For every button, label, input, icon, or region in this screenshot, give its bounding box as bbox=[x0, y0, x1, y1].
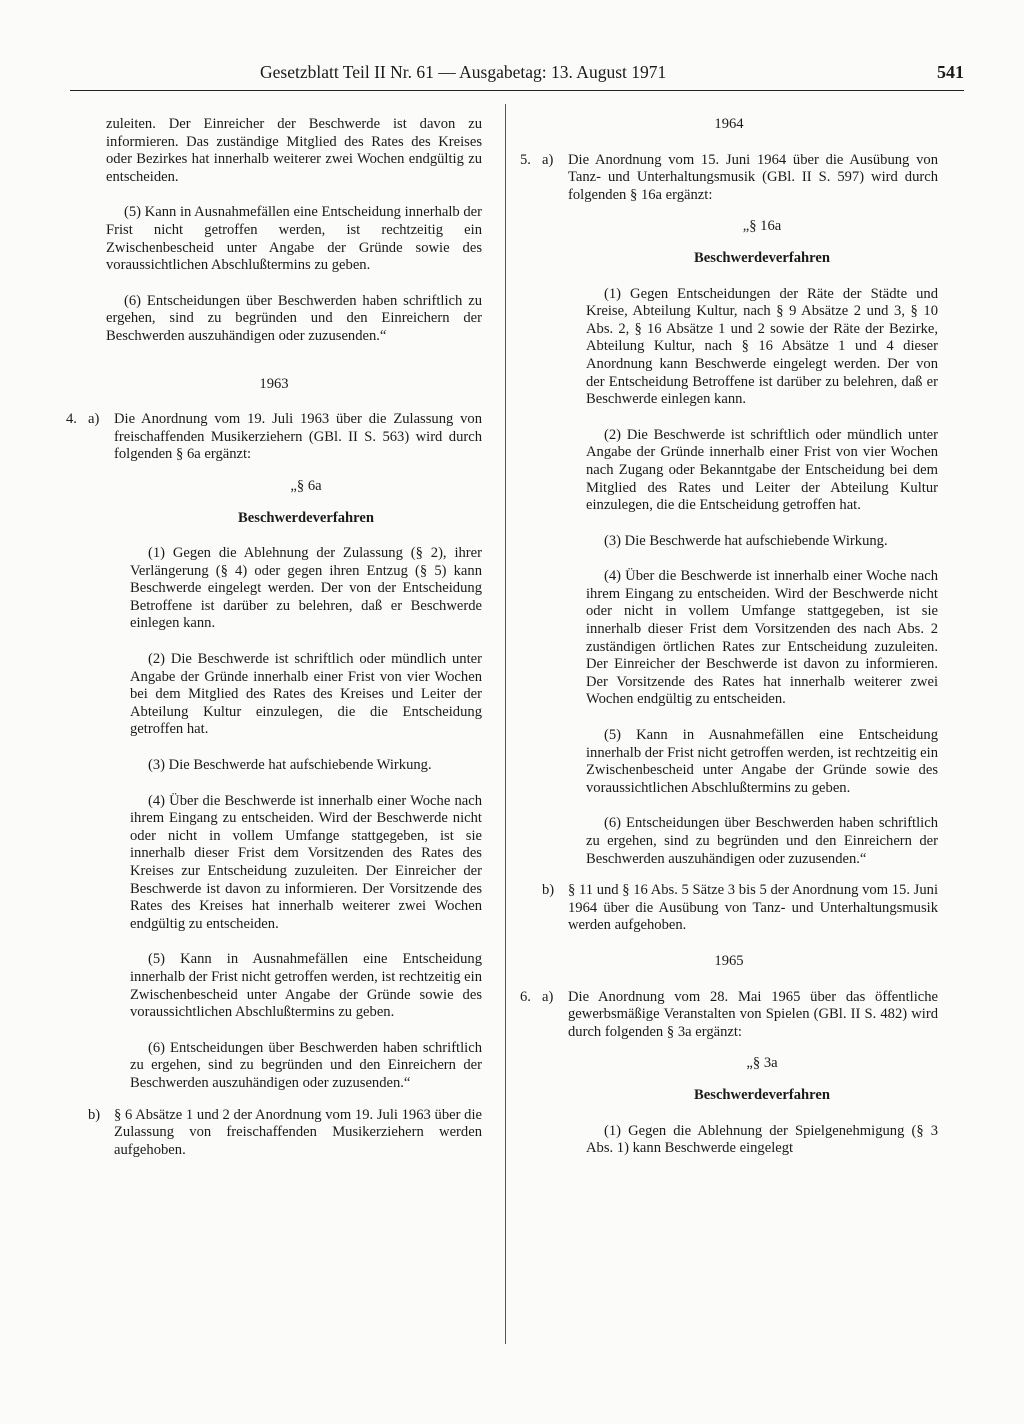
item-5-a-text: Die Anordnung vom 15. Juni 1964 über die Ausübung von Tanz- und Unterhaltungsmusik (GBl. II S. 597) wird durch folgenden § 16a ergänzt: bbox=[568, 151, 938, 203]
r2-subsection-1: (1) Gegen die Ablehnung der Spielgenehmigung (§ 3 Abs. 1) kann Beschwerde eingelegt bbox=[586, 1122, 938, 1157]
year-heading-1965: 1965 bbox=[714, 952, 744, 969]
item-6-a-text: Die Anordnung vom 28. Mai 1965 über das öffentliche gewerbsmäßige Veranstalten von Spielen (GBl. II S. 482) wird durch folgenden § 3a ergänzt: bbox=[568, 988, 938, 1040]
item-6-number: 6. bbox=[520, 988, 531, 1005]
item-5-letter-b: b) bbox=[542, 882, 555, 899]
subsection-4: (4) Über die Beschwerde ist innerhalb einer Woche nach ihrem Eingang zu entscheiden. Wird der Beschwerde nicht oder nicht in vollem Umfange stattgegeben, ist sie innerhalb dieser Frist dem Vorsitzenden des Rates des Kreises zur Entscheidung zuzuleiten. Der Einreicher der Beschwerde ist davon zu informieren. Der Vorsitzende des Rates des Kreises hat innerhalb weiterer zwei Wochen endgültig zu entscheiden. bbox=[130, 792, 482, 932]
item-5b bbox=[520, 882, 938, 935]
r-subsection-4: (4) Über die Beschwerde ist innerhalb einer Woche nach ihrem Eingang zu entscheiden. Wird der Beschwerde nicht oder nicht in vollem Umfange stattgegeben, ist sie innerhalb dieser Frist dem Vorsitzenden des nach Abs. 2 zuständigen örtlichen Rates zur Entscheidung zuzuleiten. Der Einreicher der Beschwerde ist davon zu informieren. Der Vorsitzende des Rates hat innerhalb weiterer zwei Wochen endgültig zu entscheiden. bbox=[586, 568, 938, 708]
right-column bbox=[520, 116, 938, 1158]
item-4 bbox=[66, 411, 482, 464]
item-4b bbox=[66, 1107, 482, 1160]
continued-paragraph: zuleiten. Der Einreicher der Beschwerde ist davon zu informieren. Das zuständige Mitglied des Rates des Kreises oder Bezirkes hat innerhalb weiterer zwei Wochen endgültig zu entscheiden. bbox=[106, 116, 482, 185]
left-column bbox=[66, 116, 482, 1159]
item-letter-a: a) bbox=[88, 411, 100, 428]
r-subsection-2: (2) Die Beschwerde ist schriftlich oder mündlich unter Angabe der Gründe innerhalb einer Frist von vier Wochen nach Zugang oder Bekanntgabe der Entscheidung bei dem Mitglied des Rates und Leiter der Abteilung Kultur einzulegen, die die Entscheidung getroffen hat. bbox=[586, 426, 938, 514]
item-5-number: 5. bbox=[520, 151, 531, 168]
paragraph-6: (6) Entscheidungen über Beschwerden haben schriftlich zu ergehen, sind zu begründen und den Einreichern der Beschwerden auszuhändigen oder zuzusenden.“ bbox=[106, 292, 482, 344]
subsection-6: (6) Entscheidungen über Beschwerden haben schriftlich zu ergehen, sind zu begründen und den Einreichern der Beschwerden auszuhändigen oder zuzusenden.“ bbox=[130, 1039, 482, 1091]
item-5-b-text: § 11 und § 16 Abs. 5 Sätze 3 bis 5 der Anordnung vom 15. Juni 1964 über die Ausübung von Tanz- und Unterhaltungsmusik werden aufgehoben. bbox=[568, 882, 938, 934]
subsection-2: (2) Die Beschwerde ist schriftlich oder mündlich unter Angabe der Gründe innerhalb einer Frist von vier Wochen bei dem Mitglied des Rates des Kreises und Leiter der Abteilung Kultur einzulegen, die die Entscheidung getroffen hat. bbox=[130, 651, 482, 738]
section-16a: „§ 16a bbox=[742, 218, 782, 235]
item-letter-b: b) bbox=[88, 1106, 101, 1123]
item-b-text: § 6 Absätze 1 und 2 der Anordnung vom 19. Juli 1963 über die Zulassung von freischaffenden Musikerziehern werden aufgehoben. bbox=[114, 1106, 482, 1158]
item-5 bbox=[520, 152, 938, 205]
section-number: „§ 6a bbox=[290, 477, 322, 494]
section-3a: „§ 3a bbox=[746, 1055, 778, 1072]
r-subsection-5: (5) Kann in Ausnahmefällen eine Entscheidung innerhalb der Frist nicht getroffen werden, ist rechtzeitig ein Zwischenbescheid unter Angabe der Gründe sowie des voraussichtlichen Abschlußtermins zu geben. bbox=[586, 727, 938, 796]
section-heading: Beschwerdeverfahren bbox=[238, 509, 374, 526]
r-subsection-1: (1) Gegen Entscheidungen der Räte der Städte und Kreise, Abteilung Kultur, nach § 9 Absätze 2 und 3, § 10 Abs. 2, § 16 Absätze 1 und 2 sowie der Räte der Bezirke, Abteilung Kultur, nach § 16 Absätze 1 und 4 dieser Anordnung kann Beschwerde eingelegt werden. Der von der Entscheidung Betroffene ist darüber zu belehren, daß er Beschwerde einlegen kann. bbox=[586, 285, 938, 408]
item-a-text: Die Anordnung vom 19. Juli 1963 über die Zulassung von freischaffenden Musikerziehern (GBl. II S. 563) wird durch folgenden § 6a ergänzt: bbox=[114, 411, 482, 463]
page-number: 541 bbox=[937, 62, 964, 82]
section-3a-heading: Beschwerdeverfahren bbox=[694, 1086, 830, 1103]
r-subsection-6: (6) Entscheidungen über Beschwerden haben schriftlich zu ergehen, sind zu begründen und den Einreichern der Beschwerden auszuhändigen oder zuzusenden.“ bbox=[586, 815, 938, 867]
item-6 bbox=[520, 989, 938, 1042]
item-5-letter-a: a) bbox=[542, 151, 554, 168]
subsection-5: (5) Kann in Ausnahmefällen eine Entscheidung innerhalb der Frist nicht getroffen werden, ist rechtzeitig ein Zwischenbescheid unter Angabe der Gründe sowie des voraussichtlichen Abschlußtermins zu geben. bbox=[130, 951, 482, 1021]
item-6-letter-a: a) bbox=[542, 988, 554, 1005]
subsection-3: (3) Die Beschwerde hat aufschiebende Wirkung. bbox=[148, 757, 432, 774]
year-heading-1964: 1964 bbox=[714, 116, 744, 132]
year-heading: 1963 bbox=[259, 375, 289, 392]
subsection-1: (1) Gegen die Ablehnung der Zulassung (§ 2), ihrer Verlängerung (§ 4) oder gegen ihren Entzug (§ 5) kann Beschwerde eingelegt werden. Der von der Entscheidung Betroffene ist darüber zu belehren, daß er Beschwerde einlegen kann. bbox=[130, 545, 482, 632]
column-divider bbox=[505, 104, 506, 1344]
header-title: Gesetzblatt Teil II Nr. 61 — Ausgabetag: 13. August 1971 bbox=[260, 62, 667, 82]
section-16a-heading: Beschwerdeverfahren bbox=[694, 249, 830, 266]
paragraph-5: (5) Kann in Ausnahmefällen eine Entscheidung innerhalb der Frist nicht getroffen werden, ist rechtzeitig ein Zwischenbescheid unter Angabe der Gründe sowie des voraussichtlichen Abschlußtermins zu geben. bbox=[106, 204, 482, 274]
item-number: 4. bbox=[66, 411, 77, 428]
r-subsection-3: (3) Die Beschwerde hat aufschiebende Wirkung. bbox=[604, 532, 888, 549]
page-header bbox=[70, 54, 964, 91]
